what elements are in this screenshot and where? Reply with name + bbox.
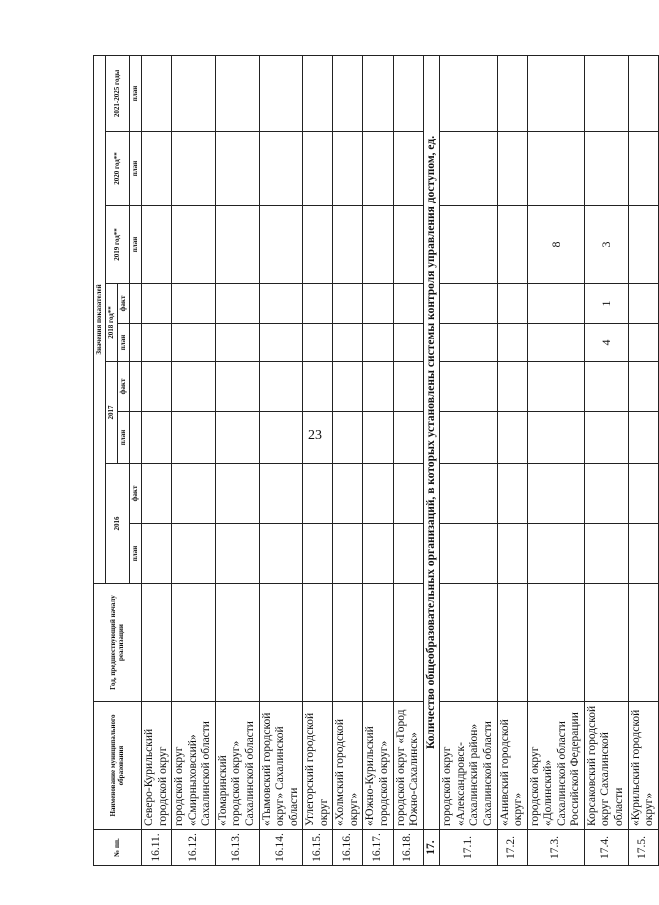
value-cell	[142, 206, 172, 284]
header-year: Год, предшествующий началу реализации	[94, 584, 142, 702]
municipality-name: «Холмский городской округ»	[333, 702, 363, 830]
value-cell	[440, 524, 497, 584]
value-cell	[527, 324, 584, 362]
value-cell	[333, 464, 363, 524]
table-row	[527, 55, 584, 865]
header-2018: 2018 год**	[106, 284, 118, 362]
value-cell	[497, 55, 527, 131]
value-cell	[393, 132, 423, 206]
value-cell	[303, 132, 333, 206]
value-cell	[142, 284, 172, 324]
value-cell	[259, 584, 303, 702]
header-2020: 2020 год**	[106, 132, 130, 206]
value-cell	[497, 324, 527, 362]
value-cell	[628, 132, 658, 206]
row-number: 17.5.	[628, 830, 658, 866]
value-cell	[628, 584, 658, 702]
value-cell	[333, 206, 363, 284]
table-row	[303, 55, 333, 865]
header-name: Наименование муниципального образования	[94, 702, 142, 830]
value-cell	[172, 362, 216, 412]
value-cell	[333, 55, 363, 131]
value-cell	[440, 464, 497, 524]
value-cell	[363, 412, 393, 464]
header-2021-2025: 2021-2025 годы	[106, 55, 130, 131]
value-cell	[393, 362, 423, 412]
value-cell	[259, 284, 303, 324]
value-cell	[440, 132, 497, 206]
municipality-name: «Курильский городской округ»	[628, 702, 658, 830]
municipality-name: «Тымовский городской округ» Сахалинской области	[259, 702, 303, 830]
value-cell	[303, 464, 333, 524]
value-cell	[142, 584, 172, 702]
value-cell	[440, 284, 497, 324]
value-cell	[259, 362, 303, 412]
municipality-name: городской округ «Город Южно-Сахалинск»	[393, 702, 423, 830]
value-cell	[172, 284, 216, 324]
value-cell	[142, 362, 172, 412]
value-cell	[215, 584, 259, 702]
value-cell	[333, 284, 363, 324]
value-cell	[172, 584, 216, 702]
value-cell	[440, 55, 497, 131]
value-cell	[393, 206, 423, 284]
value-cell	[259, 412, 303, 464]
value-cell	[172, 464, 216, 524]
value-cell	[333, 324, 363, 362]
row-number: 17.1.	[440, 830, 497, 866]
value-cell	[259, 55, 303, 131]
header-2019-plan: план	[130, 206, 142, 284]
header-2016-plan: план	[130, 524, 142, 584]
value-cell	[363, 284, 393, 324]
value-cell	[497, 132, 527, 206]
value-cell	[628, 412, 658, 464]
value-cell	[393, 324, 423, 362]
value-cell	[440, 362, 497, 412]
header-2017: 2017	[106, 362, 118, 464]
section-16-rows	[142, 55, 424, 865]
value-cell	[215, 464, 259, 524]
value-cell	[584, 584, 628, 702]
value-cell	[628, 362, 658, 412]
table-row	[172, 55, 216, 865]
value-cell	[584, 412, 628, 464]
value-cell	[259, 132, 303, 206]
rotated-table-container	[93, 56, 656, 866]
value-cell	[303, 524, 333, 584]
value-cell	[215, 324, 259, 362]
value-cell	[393, 524, 423, 584]
value-cell	[333, 132, 363, 206]
municipality-name: «Томаринский городской округ» Сахалинской области	[215, 702, 259, 830]
header-2017-fact: факт	[118, 362, 130, 412]
value-cell	[527, 132, 584, 206]
value-cell	[259, 464, 303, 524]
value-cell	[527, 362, 584, 412]
value-cell	[393, 412, 423, 464]
value-cell	[172, 206, 216, 284]
value-cell	[584, 132, 628, 206]
value-cell	[142, 412, 172, 464]
value-cell	[215, 412, 259, 464]
municipality-name: «Южно-Курильский городской округ»	[363, 702, 393, 830]
value-cell	[333, 412, 363, 464]
section-17-row	[423, 55, 440, 865]
header-2016-fact: факт	[130, 464, 142, 524]
row-number: 16.17.	[363, 830, 393, 866]
row-number: 16.14.	[259, 830, 303, 866]
value-cell	[393, 584, 423, 702]
value-cell	[333, 524, 363, 584]
table-row	[440, 55, 497, 865]
value-cell	[363, 324, 393, 362]
value-cell	[215, 362, 259, 412]
value-cell	[215, 132, 259, 206]
row-number: 16.11.	[142, 830, 172, 866]
header-2021-2025-plan: план	[130, 55, 142, 131]
value-cell	[259, 524, 303, 584]
value-cell	[393, 284, 423, 324]
value-cell	[172, 324, 216, 362]
table-row	[142, 55, 172, 865]
value-cell	[628, 284, 658, 324]
value-cell	[215, 206, 259, 284]
value-cell: 1	[584, 284, 628, 324]
value-cell	[497, 584, 527, 702]
value-cell	[527, 464, 584, 524]
value-cell	[303, 412, 333, 464]
value-cell	[584, 464, 628, 524]
header-2017-plan: план	[118, 412, 130, 464]
value-cell	[333, 362, 363, 412]
value-cell	[497, 524, 527, 584]
value-cell	[363, 132, 393, 206]
value-cell	[497, 412, 527, 464]
value-cell	[172, 55, 216, 131]
value-cell: 3	[584, 206, 628, 284]
value-cell	[628, 55, 658, 131]
value-cell: 8	[527, 206, 584, 284]
value-cell	[497, 206, 527, 284]
value-cell	[172, 132, 216, 206]
value-cell	[172, 412, 216, 464]
value-cell	[363, 464, 393, 524]
table-row	[393, 55, 423, 865]
value-cell	[527, 55, 584, 131]
value-cell	[363, 524, 393, 584]
value-cell	[363, 206, 393, 284]
indicators-table	[93, 55, 659, 866]
header-2020-plan: план	[130, 132, 142, 206]
municipality-name: Корсаковский городской округ Сахалинской области	[584, 702, 628, 830]
value-cell	[215, 55, 259, 131]
value-cell	[527, 284, 584, 324]
value-cell	[303, 55, 333, 131]
value-cell	[142, 464, 172, 524]
row-number: 16.16.	[333, 830, 363, 866]
value-cell	[303, 284, 333, 324]
header-values: Значения показателей	[94, 55, 106, 583]
municipality-name: Углегорский городской округ	[303, 702, 333, 830]
value-cell	[142, 324, 172, 362]
table-row	[333, 55, 363, 865]
value-cell	[497, 464, 527, 524]
value-cell	[440, 324, 497, 362]
value-cell	[440, 206, 497, 284]
value-cell	[628, 464, 658, 524]
municipality-name: городской округ «Александровск-Сахалинский район» Сахалинской области	[440, 702, 497, 830]
value-cell	[259, 206, 303, 284]
table-row	[259, 55, 303, 865]
value-cell	[393, 55, 423, 131]
row-number: 17.3.	[527, 830, 584, 866]
value-cell	[440, 584, 497, 702]
value-cell	[628, 524, 658, 584]
value-cell	[497, 362, 527, 412]
value-cell	[142, 55, 172, 131]
value-cell	[172, 524, 216, 584]
value-cell	[527, 412, 584, 464]
value-cell	[259, 324, 303, 362]
section-17-rows	[440, 55, 658, 865]
value-cell	[363, 362, 393, 412]
header-2018-fact: факт	[118, 284, 130, 324]
municipality-name: городской округ «Долинский» Сахалинской области Российской Федерации	[527, 702, 584, 830]
table-row	[497, 55, 527, 865]
value-cell	[497, 284, 527, 324]
row-number: 17.4.	[584, 830, 628, 866]
table-row	[363, 55, 393, 865]
value-cell	[363, 584, 393, 702]
table-row	[628, 55, 658, 865]
value-cell	[303, 206, 333, 284]
value-cell	[628, 324, 658, 362]
header-num: № пп.	[94, 830, 142, 866]
table-row	[215, 55, 259, 865]
section-17-title: Количество общеобразовательных организаций, в которых установлены системы контроля управления доступом, ед.	[423, 55, 440, 829]
row-number: 16.15.	[303, 830, 333, 866]
header-2017-plan-sub	[130, 412, 142, 464]
header-2018-plan-sub	[130, 324, 142, 362]
municipality-name: «Анивский городской округ»	[497, 702, 527, 830]
value-cell	[584, 362, 628, 412]
value-cell	[215, 524, 259, 584]
value-cell	[303, 324, 333, 362]
value-cell	[393, 464, 423, 524]
header-2017-fact-sub	[130, 362, 142, 412]
row-number: 17.2.	[497, 830, 527, 866]
value-cell	[440, 412, 497, 464]
value-cell	[215, 284, 259, 324]
value-cell	[303, 584, 333, 702]
value-cell	[527, 524, 584, 584]
row-number: 16.18.	[393, 830, 423, 866]
header-2019: 2019 год**	[106, 206, 130, 284]
value-cell	[584, 524, 628, 584]
value-cell	[142, 524, 172, 584]
value-cell: 4	[584, 324, 628, 362]
section-17-num: 17.	[423, 830, 440, 866]
value-cell	[628, 206, 658, 284]
header-2018-fact-sub	[130, 284, 142, 324]
row-number: 16.13.	[215, 830, 259, 866]
value-cell	[303, 362, 333, 412]
value-cell	[363, 55, 393, 131]
municipality-name: Северо-Курильский городской округ	[142, 702, 172, 830]
value-cell	[333, 584, 363, 702]
row-number: 16.12.	[172, 830, 216, 866]
municipality-name: городской округ «Смирныховский» Сахалинской области	[172, 702, 216, 830]
table-row	[584, 55, 628, 865]
value-cell	[142, 132, 172, 206]
value-cell	[584, 55, 628, 131]
header-2016: 2016	[106, 464, 130, 584]
page-number: 23	[308, 428, 322, 443]
header-2018-plan: план	[118, 324, 130, 362]
value-cell	[527, 584, 584, 702]
